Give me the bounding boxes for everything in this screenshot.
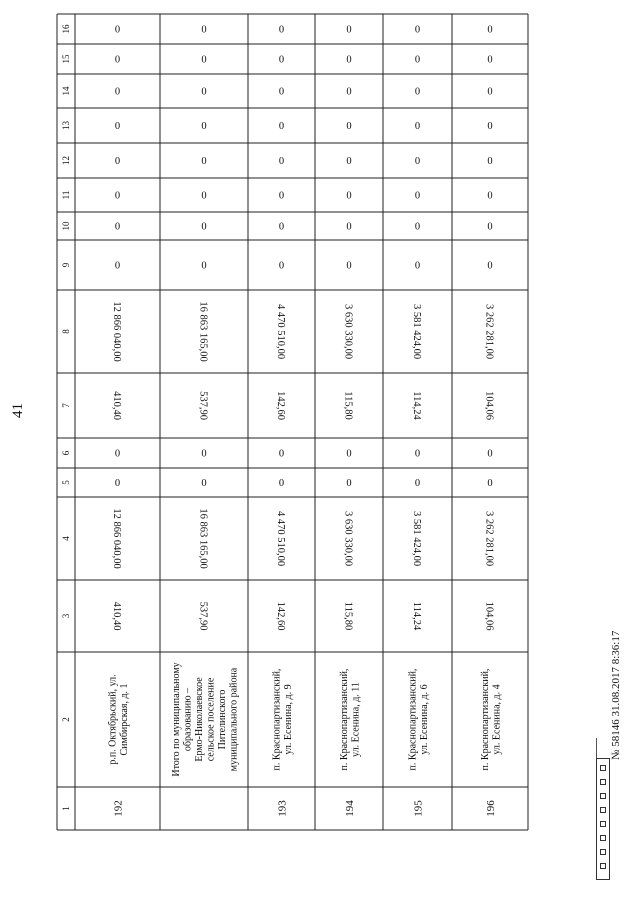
- zero-cell: 0: [414, 86, 421, 98]
- value-cell: 410,40: [110, 391, 122, 420]
- row-number: 196: [484, 800, 497, 817]
- zero-cell: 0: [346, 190, 352, 202]
- zero-cell: 0: [487, 121, 493, 133]
- zero-cell: 0: [201, 24, 207, 36]
- zero-cell: 0: [201, 121, 207, 133]
- column-number-11: 11: [61, 190, 72, 200]
- column-number-9: 9: [61, 262, 72, 268]
- zero-cell: 0: [278, 221, 285, 233]
- column-number-16: 16: [61, 24, 72, 34]
- zero-cell: 0: [414, 190, 421, 202]
- zero-cell: 0: [414, 156, 421, 168]
- value-cell: 3 581 424,00: [410, 510, 422, 567]
- value-cell: 104,06: [483, 391, 495, 420]
- zero-cell: 0: [114, 221, 121, 233]
- zero-cell: 0: [487, 478, 493, 490]
- page-number: 41: [10, 403, 26, 418]
- zero-cell: 0: [114, 24, 121, 36]
- column-number-7: 7: [61, 403, 72, 408]
- value-cell: 115,80: [342, 601, 354, 631]
- row-number: 195: [412, 800, 425, 817]
- zero-cell: 0: [414, 24, 421, 36]
- zero-cell: 0: [278, 24, 285, 36]
- zero-cell: 0: [114, 121, 121, 133]
- address-cell: р.п. Октябрьский, ул.Симбирская, д. 1: [107, 674, 130, 765]
- zero-cell: 0: [346, 448, 352, 460]
- value-cell: 114,24: [410, 601, 422, 631]
- zero-cell: 0: [114, 448, 121, 460]
- zero-cell: 0: [346, 221, 352, 233]
- zero-cell: 0: [346, 86, 352, 98]
- zero-cell: 0: [414, 121, 421, 133]
- zero-cell: 0: [114, 86, 121, 98]
- row-number: 194: [343, 800, 356, 817]
- zero-cell: 0: [278, 448, 285, 460]
- zero-cell: 0: [346, 156, 352, 168]
- value-cell: 537,90: [197, 391, 209, 420]
- value-cell: 4 470 510,00: [274, 510, 286, 567]
- zero-cell: 0: [278, 478, 285, 490]
- value-cell: 104,06: [483, 601, 495, 631]
- value-cell: 115,80: [342, 391, 354, 420]
- column-number-5: 5: [61, 480, 72, 485]
- column-number-10: 10: [61, 221, 72, 231]
- column-number-2: 2: [61, 717, 72, 722]
- column-number-6: 6: [61, 450, 72, 456]
- zero-cell: 0: [114, 478, 121, 490]
- zero-cell: 0: [114, 54, 121, 66]
- value-cell: 142,60: [274, 391, 286, 420]
- zero-cell: 0: [346, 54, 352, 66]
- value-cell: 3 262 281,00: [483, 303, 495, 360]
- registry-stamp: [596, 758, 610, 880]
- column-number-4: 4: [61, 536, 72, 541]
- zero-cell: 0: [487, 86, 493, 98]
- zero-cell: 0: [487, 24, 493, 36]
- zero-cell: 0: [487, 260, 493, 272]
- zero-cell: 0: [278, 54, 285, 66]
- zero-cell: 0: [201, 260, 207, 272]
- column-number-13: 13: [61, 121, 72, 130]
- zero-cell: 0: [414, 54, 421, 66]
- address-cell: п. Краснопартизанский,ул. Есенина, д. 6: [407, 668, 430, 771]
- zero-cell: 0: [114, 156, 121, 168]
- zero-cell: 0: [414, 260, 421, 272]
- value-cell: 3 630 330,00: [342, 510, 354, 567]
- zero-cell: 0: [114, 190, 121, 202]
- column-number-14: 14: [61, 86, 72, 96]
- zero-cell: 0: [278, 86, 285, 98]
- row-number: 192: [112, 800, 125, 817]
- zero-cell: 0: [278, 190, 285, 202]
- value-cell: 3 262 281,00: [483, 510, 495, 567]
- column-number-1: 1: [61, 806, 72, 811]
- zero-cell: 0: [487, 448, 493, 460]
- address-cell: п. Краснопартизанский,ул. Есенина, д. 4: [479, 668, 503, 771]
- zero-cell: 0: [201, 54, 207, 66]
- zero-cell: 0: [201, 190, 207, 202]
- address-cell: п. Краснопартизанский,ул. Есенина, д. 11: [338, 668, 362, 771]
- value-cell: 4 470 510,00: [274, 303, 286, 360]
- zero-cell: 0: [414, 478, 421, 490]
- zero-cell: 0: [114, 260, 121, 272]
- column-number-8: 8: [61, 329, 72, 334]
- zero-cell: 0: [278, 260, 285, 272]
- zero-cell: 0: [278, 121, 285, 133]
- value-cell: 12 866 040,00: [110, 508, 122, 569]
- value-cell: 12 866 040,00: [110, 301, 122, 362]
- zero-cell: 0: [201, 448, 207, 460]
- zero-cell: 0: [201, 478, 207, 490]
- zero-cell: 0: [201, 221, 207, 233]
- zero-cell: 0: [414, 221, 421, 233]
- value-cell: 3 630 330,00: [342, 303, 354, 360]
- address-cell: Итого по муниципальномуобразованию –Ермо-Николаевскоесельское поселениеПителинскогомуниципального района: [170, 662, 240, 777]
- value-cell: 142,60: [274, 601, 286, 631]
- zero-cell: 0: [201, 86, 207, 98]
- column-number-3: 3: [61, 613, 72, 619]
- zero-cell: 0: [414, 448, 421, 460]
- value-cell: 16 863 165,00: [197, 301, 209, 362]
- value-cell: 16 863 165,00: [197, 508, 209, 569]
- zero-cell: 0: [487, 190, 493, 202]
- zero-cell: 0: [346, 260, 352, 272]
- zero-cell: 0: [487, 221, 493, 233]
- zero-cell: 0: [201, 156, 207, 168]
- column-number-15: 15: [61, 54, 72, 64]
- zero-cell: 0: [278, 156, 285, 168]
- address-cell: п. Краснопартизанский,ул. Есенина, д. 9: [271, 668, 294, 771]
- zero-cell: 0: [346, 121, 352, 133]
- document-registration-stamp: № 58146 31.08.2017 8:36:17: [610, 630, 622, 760]
- value-cell: 3 581 424,00: [410, 303, 422, 360]
- row-number: 193: [276, 800, 289, 817]
- zero-cell: 0: [487, 54, 493, 66]
- zero-cell: 0: [346, 24, 352, 36]
- zero-cell: 0: [346, 478, 352, 490]
- zero-cell: 0: [487, 156, 493, 168]
- value-cell: 537,90: [197, 601, 209, 631]
- value-cell: 114,24: [410, 391, 422, 420]
- column-number-12: 12: [61, 156, 72, 165]
- value-cell: 410,40: [110, 601, 122, 631]
